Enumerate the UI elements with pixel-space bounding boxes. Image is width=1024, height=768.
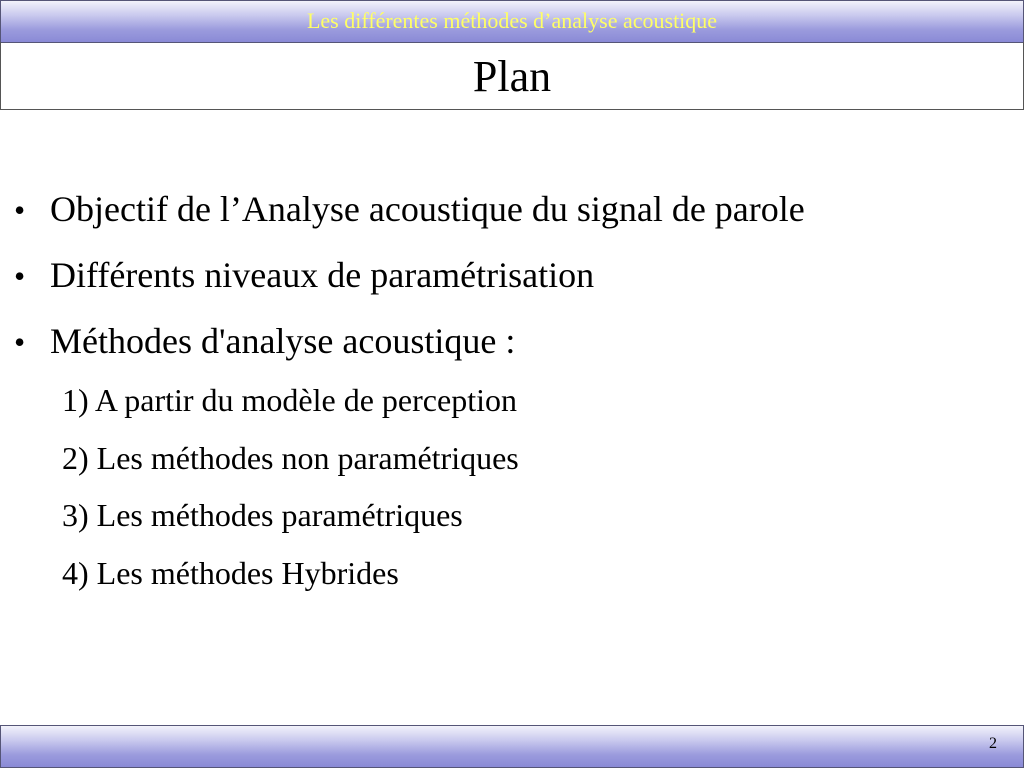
slide-title: Plan [472, 52, 552, 101]
sub-item: 3) Les méthodes paramétriques [62, 497, 463, 533]
bullet-item [14, 188, 1014, 254]
bullet-icon: • [14, 258, 26, 294]
bullet-text: Objectif de l’Analyse acoustique du signal de parole [50, 189, 805, 229]
bullet-text: Méthodes d'analyse acoustique : [50, 321, 516, 361]
bullet-icon: • [14, 192, 26, 228]
sub-item: 4) Les méthodes Hybrides [62, 554, 399, 591]
bullet-icon: • [14, 324, 26, 360]
sub-item: 1) A partir du modèle de perception [62, 382, 517, 418]
title-box [0, 42, 1024, 110]
banner-text: Les différentes méthodes d’analyse acoustique [306, 8, 718, 33]
bullet-list [14, 188, 1014, 386]
header-banner [0, 0, 1024, 43]
bullet-item [14, 254, 1014, 320]
bullet-text: Différents niveaux de paramétrisation [50, 255, 595, 295]
page-number: 2 [989, 735, 997, 752]
bullet-item [14, 320, 1014, 386]
footer-banner [0, 725, 1024, 768]
sub-item-list [62, 382, 519, 612]
sub-item: 2) Les méthodes non paramétriques [62, 439, 519, 476]
